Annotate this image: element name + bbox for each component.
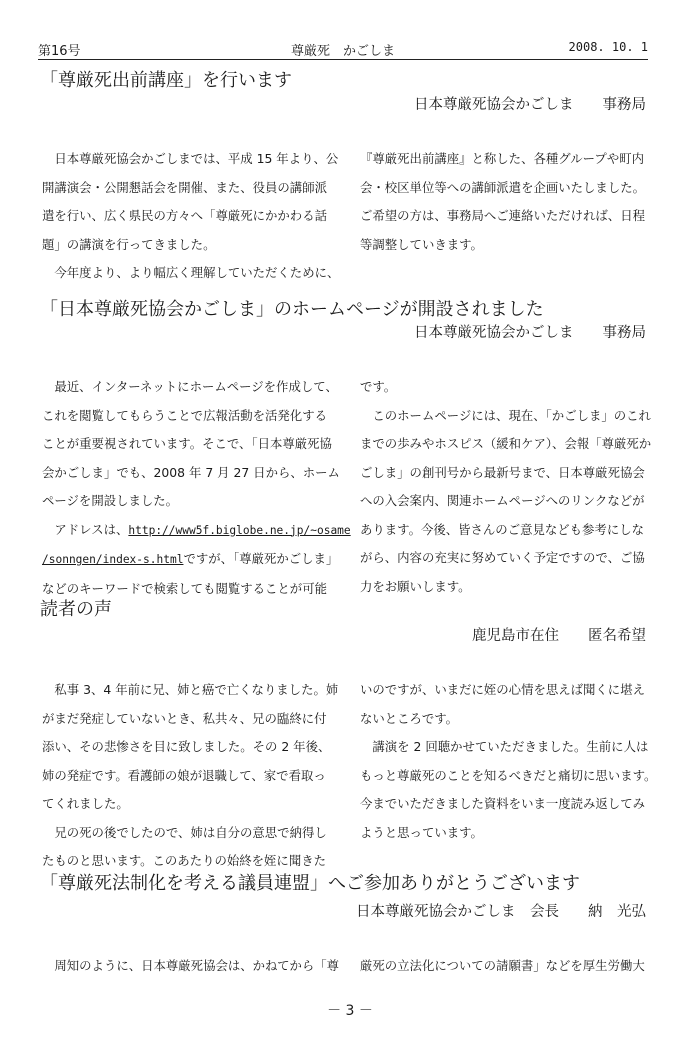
- text-line: [42, 516, 351, 546]
- homepage-link[interactable]: http://www5f.biglobe.ne.jp/~osame: [128, 523, 351, 537]
- text-line: 遣を行い、広く県民の方々へ「尊厳死にかかわる話: [42, 208, 327, 223]
- section2-left-column: [42, 373, 351, 603]
- text-line: ご希望の方は、事務局へご連絡いただければ、日程: [360, 208, 645, 223]
- section4-left-column: [42, 952, 342, 981]
- text-line: ごしま」の創刊号から最新号まで、日本尊厳死協会: [360, 464, 645, 480]
- text-line: てくれました。: [42, 796, 129, 811]
- section1-right-column: [360, 145, 660, 259]
- text-line: 姉の発症です。看護師の娘が退職して、家で看取っ: [42, 767, 326, 783]
- section4-byline: 日本尊厳死協会かごしま 会長 納 光弘: [356, 904, 646, 920]
- section3-left-column: [42, 676, 342, 876]
- text-line: 周知のように、日本尊厳死協会は、かねてから「尊: [42, 958, 340, 973]
- section1-byline: 日本尊厳死協会かごしま 事務局: [414, 97, 646, 113]
- section4-right-column: [360, 952, 660, 981]
- text-line: いのですが、いまだに姪の心情を思えば聞くに堪え: [360, 682, 645, 697]
- text-line: ようと思っています。: [360, 824, 483, 840]
- text-line: までの歩みやホスピス（緩和ケア）、会報「尊厳死か: [360, 436, 652, 451]
- page-number: － 3 －: [327, 1003, 373, 1019]
- text-line: 開講演会・公開懇話会を開催、また、役員の講師派: [42, 179, 327, 195]
- section1-title: 「尊厳死出前講座」を行います: [40, 70, 292, 91]
- text-line: です。: [360, 379, 397, 394]
- text-line: ことが重要視されています。そこで、「日本尊厳死協: [42, 436, 332, 451]
- text-line: もっと尊厳死のことを知るべきだと痛切に思います。: [360, 767, 657, 783]
- text-line: 『尊厳死出前講座』と称した、各種グループや町内: [360, 151, 644, 166]
- text-line: あります。今後、皆さんのご意見なども参考にしな: [360, 521, 644, 537]
- text-line: 最近、インターネットにホームページを作成して、: [42, 379, 338, 394]
- section4-title: 「尊厳死法制化を考える議員連盟」へご参加ありがとうございます: [40, 873, 580, 894]
- section3-right-column: [360, 676, 660, 847]
- text-line: [42, 545, 342, 575]
- address-prefix: アドレスは、: [42, 521, 129, 537]
- text-line: 厳死の立法化についての請願書」などを厚生労働大: [360, 958, 645, 973]
- text-line: これを閲覧してもらうことで広報活動を活発化する: [42, 407, 327, 423]
- text-line: がまだ発症していないとき、私共々、兄の臨終に付: [42, 710, 327, 726]
- section3-byline: 鹿児島市在住 匿名希望: [472, 628, 646, 644]
- text-line: ページを開設しました。: [42, 493, 179, 508]
- text-line: 私事 3、4 年前に兄、姉と癌で亡くなりました。姉: [42, 682, 339, 697]
- text-line: 題」の講演を行ってきました。: [42, 236, 216, 252]
- homepage-link-continued[interactable]: /sonngen/index-s.html: [42, 553, 184, 566]
- text-line: 等調整していきます。: [360, 236, 483, 252]
- text-line: 力をお願いします。: [360, 578, 471, 594]
- text-line: 兄の死の後でしたので、姉は自分の意思で納得し: [42, 824, 327, 840]
- section1-left-column: [42, 145, 342, 288]
- text-line: たものと思います。このあたりの始終を姪に聞きた: [42, 853, 326, 868]
- text-line: このホームページには、現在、「かごしま」のこれ: [360, 407, 651, 423]
- text-line: などのキーワードで検索しても閲覧することが可能: [42, 580, 327, 596]
- text-line: 講演を 2 回聴かせていただきました。生前に人は: [360, 739, 649, 754]
- text-line: 会・校区単位等への講師派遣を企画いたしました。: [360, 179, 645, 195]
- issue-number: 第16号: [38, 44, 81, 59]
- text-line: 今までいただきました資料をいま一度読み返してみ: [360, 796, 645, 811]
- text-line: 添い、その悲惨さを目に致しました。その 2 年後、: [42, 739, 331, 754]
- section2-right-column: [360, 373, 660, 601]
- text-line: 日本尊厳死協会かごしまでは、平成 15 年より、公: [42, 151, 339, 166]
- address-suffix: ですが、「尊厳死かごしま」: [183, 551, 339, 566]
- text-line: 会かごしま」でも、2008 年 7 月 27 日から、ホーム: [42, 464, 340, 480]
- header-rule: [38, 59, 648, 60]
- publication-name: 尊厳死 かごしま: [290, 44, 395, 59]
- text-line: 今年度より、より幅広く理解していただくために、: [42, 265, 340, 280]
- issue-date: 2008. 10. 1: [568, 40, 648, 54]
- running-header: [38, 40, 648, 60]
- section3-title: 読者の声: [40, 599, 112, 620]
- text-line: への入会案内、関連ホームページへのリンクなどが: [360, 493, 645, 508]
- text-line: ないところです。: [360, 710, 459, 726]
- section2-title: 「日本尊厳死協会かごしま」のホームページが開設されました: [40, 299, 544, 320]
- text-line: がら、内容の充実に努めていく予定ですので、ご協: [360, 550, 645, 565]
- section2-byline: 日本尊厳死協会かごしま 事務局: [414, 325, 646, 341]
